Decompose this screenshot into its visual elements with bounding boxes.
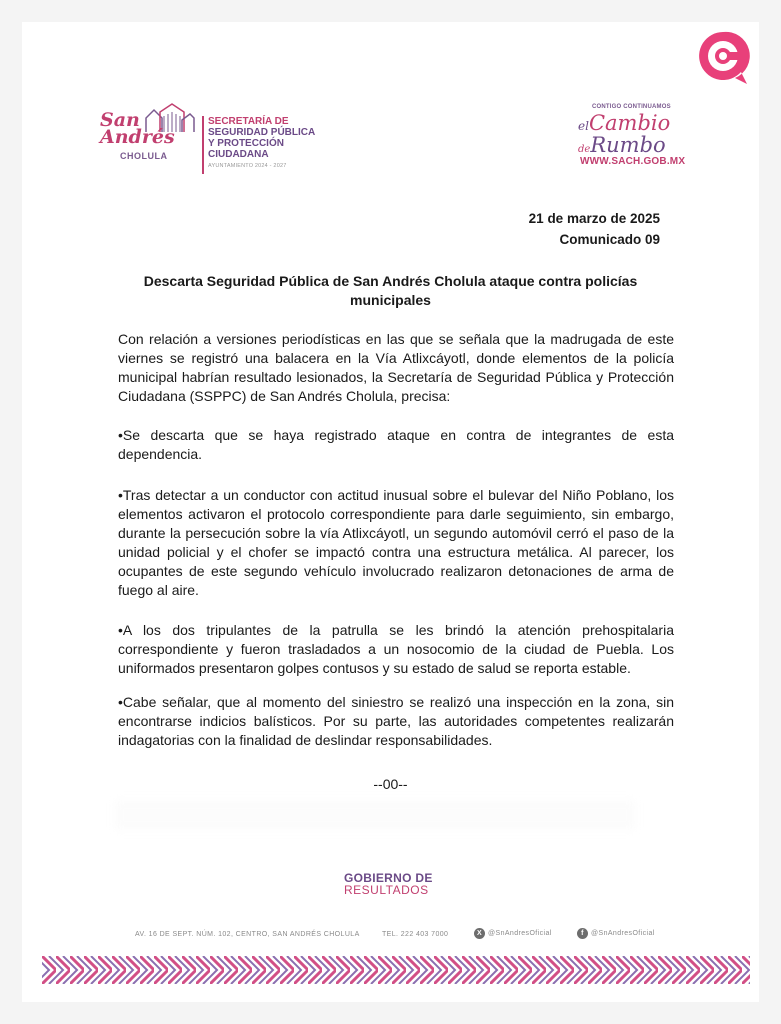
cambio-de-rumbo-logo [578, 104, 698, 174]
san-andres-sspc-logo [100, 102, 330, 180]
logo-cholula: CHOLULA [120, 151, 168, 161]
logo-url: WWW.SACH.GOB.MX [580, 156, 686, 167]
secretaria-line1: SECRETARÍA DE [208, 116, 289, 127]
logo-tagline: CONTIGO CONTINUAMOS [592, 104, 671, 110]
logo-el: el [578, 119, 589, 133]
secretaria-line2: SEGURIDAD PÚBLICA [208, 127, 316, 138]
footer-x [474, 928, 552, 939]
blurred-area [115, 800, 635, 830]
logo-rumbo-word: Rumbo [590, 133, 666, 157]
end-mark: --00-- [373, 776, 408, 792]
decorative-zigzag-band [42, 956, 750, 984]
e-consulta-logo-icon [695, 28, 751, 88]
logo-script-line2: Andrés [100, 126, 175, 148]
ayuntamiento-years: AYUNTAMIENTO 2024 - 2027 [208, 163, 287, 169]
footer-facebook [577, 928, 655, 939]
footer-x-handle: @SnAndresOficial [488, 930, 552, 937]
gobierno-line2: RESULTADOS [344, 883, 429, 897]
communique-number: Comunicado 09 [559, 232, 660, 247]
footer-phone: TEL. 222 403 7000 [382, 931, 449, 938]
x-logo-icon: X [474, 928, 485, 939]
paragraph-bullet-4: •Cabe señalar, que al momento del siniestro se realizó una inspección en la zona, sin encontrarse indicios balísticos. Por su parte, las autoridades competentes realizarán indagatorias con la finalidad de deslindar responsabilidades. [118, 694, 674, 748]
logo-divider [202, 116, 204, 174]
secretaria-text [208, 116, 315, 172]
facebook-icon: f [577, 928, 588, 939]
gobierno-de-resultados-logo [344, 872, 433, 896]
gobierno-line1: GOBIERNO DE [344, 871, 433, 885]
footer-fb-handle: @SnAndresOficial [591, 930, 655, 937]
document-title: Descarta Seguridad Pública de San Andrés Cholula ataque contra policías municipales [143, 273, 638, 308]
logo-cambio-word: Cambio [588, 111, 671, 135]
secretaria-line4: CIUDADANA [208, 149, 269, 160]
paragraph-bullet-1: •Se descarta que se haya registrado ataque en contra de integrantes de esta dependencia. [118, 427, 674, 462]
secretaria-line3: Y PROTECCIÓN [208, 138, 284, 149]
logo-script [100, 109, 175, 148]
logo-script-line1: San [100, 109, 140, 131]
paragraph-bullet-3: •A los dos tripulantes de la patrulla se les brindó la atención prehospitalaria correspondiente y fueron trasladados a un nosocomio de la ciudad de Puebla. Los uniformados presentaron golpes contusos y su estado de salud se reporta estable. [118, 622, 674, 676]
logo-de: de [578, 144, 591, 155]
footer-address: AV. 16 DE SEPT. NÚM. 102, CENTRO, SAN ANDRÉS CHOLULA [135, 931, 360, 938]
document-date: 21 de marzo de 2025 [528, 211, 660, 226]
paragraph-bullet-2: •Tras detectar a un conductor con actitud inusual sobre el bulevar del Niño Poblano, los elementos activaron el protocolo correspondiente para darle seguimiento, sin embargo, durante la persecución sobre la vía Atlixcáyotl, un segundo automóvil cerró el paso de la unidad policial y el chofer se impactó contra una estructura metálica. Al parecer, los ocupantes de este segundo vehículo involucrado realizaron detonaciones de arma de fuego al aire. [118, 487, 674, 598]
paragraph-intro: Con relación a versiones periodísticas en las que se señala que la madrugada de este viernes se registró una balacera en la Vía Atlixcáyotl, donde elementos de la policía municipal habrían resultado lesionados, la Secretaría de Seguridad Pública y Protección Ciudadana (SSPPC) de San Andrés Cholula, precisa: [118, 331, 674, 404]
